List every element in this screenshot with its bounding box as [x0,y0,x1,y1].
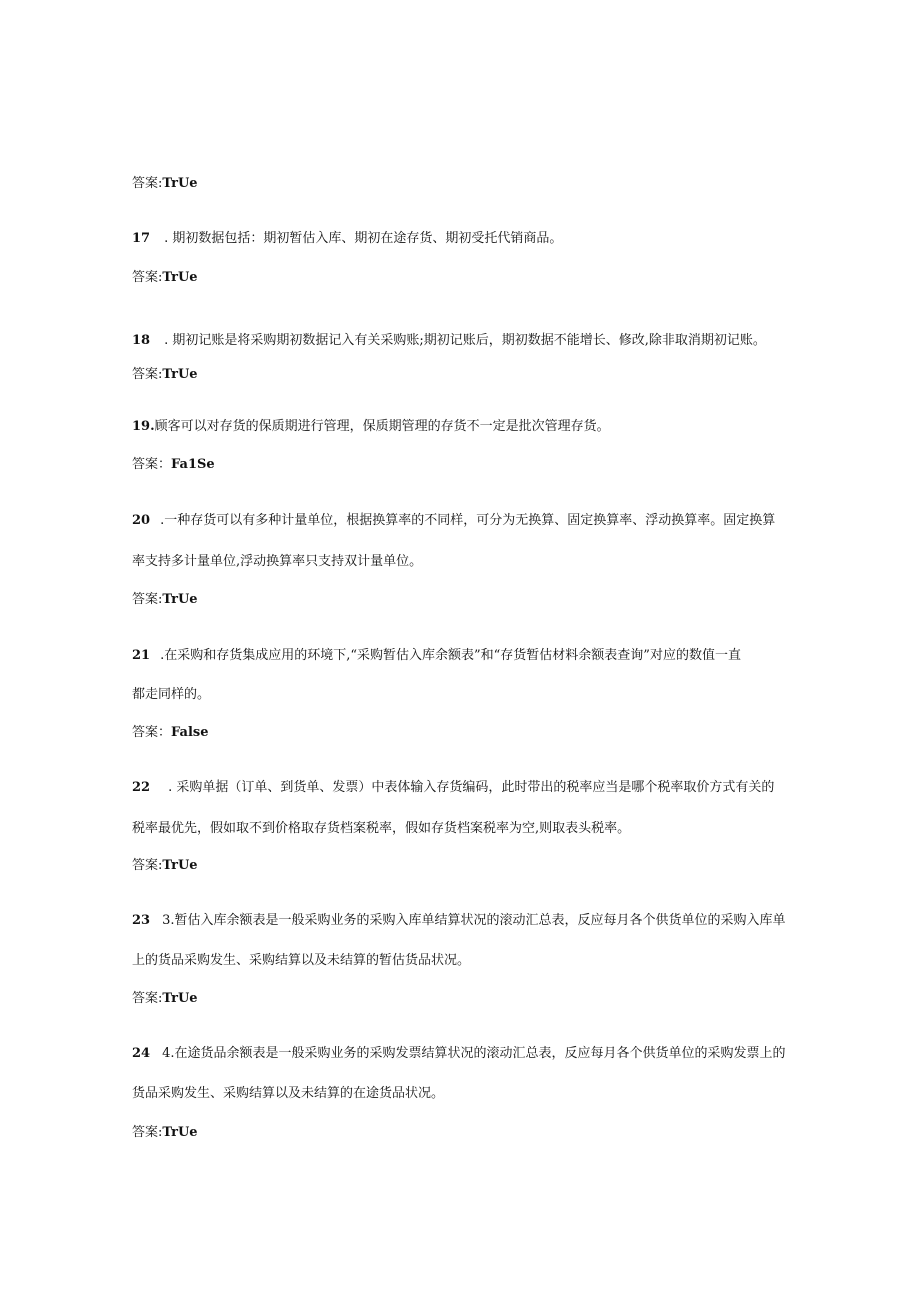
answer-value: TrUe [162,1125,198,1140]
question-text: .一种存货可以有多种计量单位，根据换算率的不同样，可分为无换算、固定换算率、浮动换算率。固定换算 [160,513,776,528]
question-line [132,332,792,350]
answer-label: 答案: [132,858,163,873]
question-number: 18 [132,333,151,348]
answer-label: 答案： [132,725,172,740]
answer-value: TrUe [162,176,198,191]
question-text: 4.在途货品余额表是一般采购业务的采购发票结算状况的滚动汇总表，反应每月各个供货单位的采购发票上的 [162,1046,786,1061]
question-text: . 期初数据包括：期初暂估入库、期初在途存货、期初受托代销商品。 [164,231,563,246]
answer-value: TrUe [162,592,198,607]
answer-line [132,269,792,287]
question-continuation: 货品采购发生、采购结算以及未结算的在途货品状况。 [132,1086,445,1101]
answer-line [132,591,792,609]
question-line [132,1045,792,1063]
answer-label: 答案: [132,176,163,191]
question-line [132,512,792,530]
question-continuation: 税率最优先，假如取不到价格取存货档案税率，假如存货档案税率为空,则取表头税率。 [132,821,631,836]
answer-line [132,857,792,875]
question-text: . 期初记账是将采购期初数据记入有关采购账;期初记账后，期初数据不能增长、修改,除非取消期初记账。 [164,333,766,348]
question-number: 21 [132,648,151,663]
question-line [132,230,792,248]
question-line [132,912,792,930]
answer-value: Fa1Se [171,457,215,472]
answer-line [132,1124,792,1142]
answer-label: 答案： [132,457,172,472]
answer-value: False [171,725,209,740]
answer-label: 答案: [132,1125,163,1140]
question-continuation: 上的货品采购发生、采购结算以及未结算的暂估货品状况。 [132,953,471,968]
question-line [132,418,792,436]
question-number: 19. [132,419,155,434]
question-text: 顾客可以对存货的保质期进行管理，保质期管理的存货不一定是批次管理存货。 [154,419,610,434]
answer-line [132,456,792,474]
answer-value: TrUe [162,270,198,285]
answer-value: TrUe [162,858,198,873]
question-text: .在采购和存货集成应用的环境下,“采购暂估入库余额表”和“存货暂估材料余额表查询”对应的数值一直 [160,648,741,663]
question-number: 17 [132,231,151,246]
answer-line [132,990,792,1008]
question-number: 24 [132,1046,151,1061]
question-line [132,647,792,665]
answer-label: 答案: [132,592,163,607]
question-number: 20 [132,513,151,528]
question-text: 3.暂估入库余额表是一般采购业务的采购入库单结算状况的滚动汇总表，反应每月各个供货单位的采购入库单 [162,913,786,928]
question-continuation: 率支持多计量单位,浮动换算率只支持双计量单位。 [132,554,423,569]
answer-value: TrUe [162,367,198,382]
question-number: 22 [132,780,151,795]
question-number: 23 [132,913,151,928]
answer-label: 答案: [132,367,163,382]
answer-line [132,724,792,742]
question-continuation: 都走同样的。 [132,687,211,702]
answer-line [132,175,792,193]
question-line [132,779,792,797]
answer-value: TrUe [162,991,198,1006]
answer-label: 答案: [132,270,163,285]
question-text: . 采购单据（订单、到货单、发票）中表体输入存货编码，此时带出的税率应当是哪个税率取价方式有关的 [168,780,775,795]
answer-line [132,366,792,384]
answer-label: 答案: [132,991,163,1006]
